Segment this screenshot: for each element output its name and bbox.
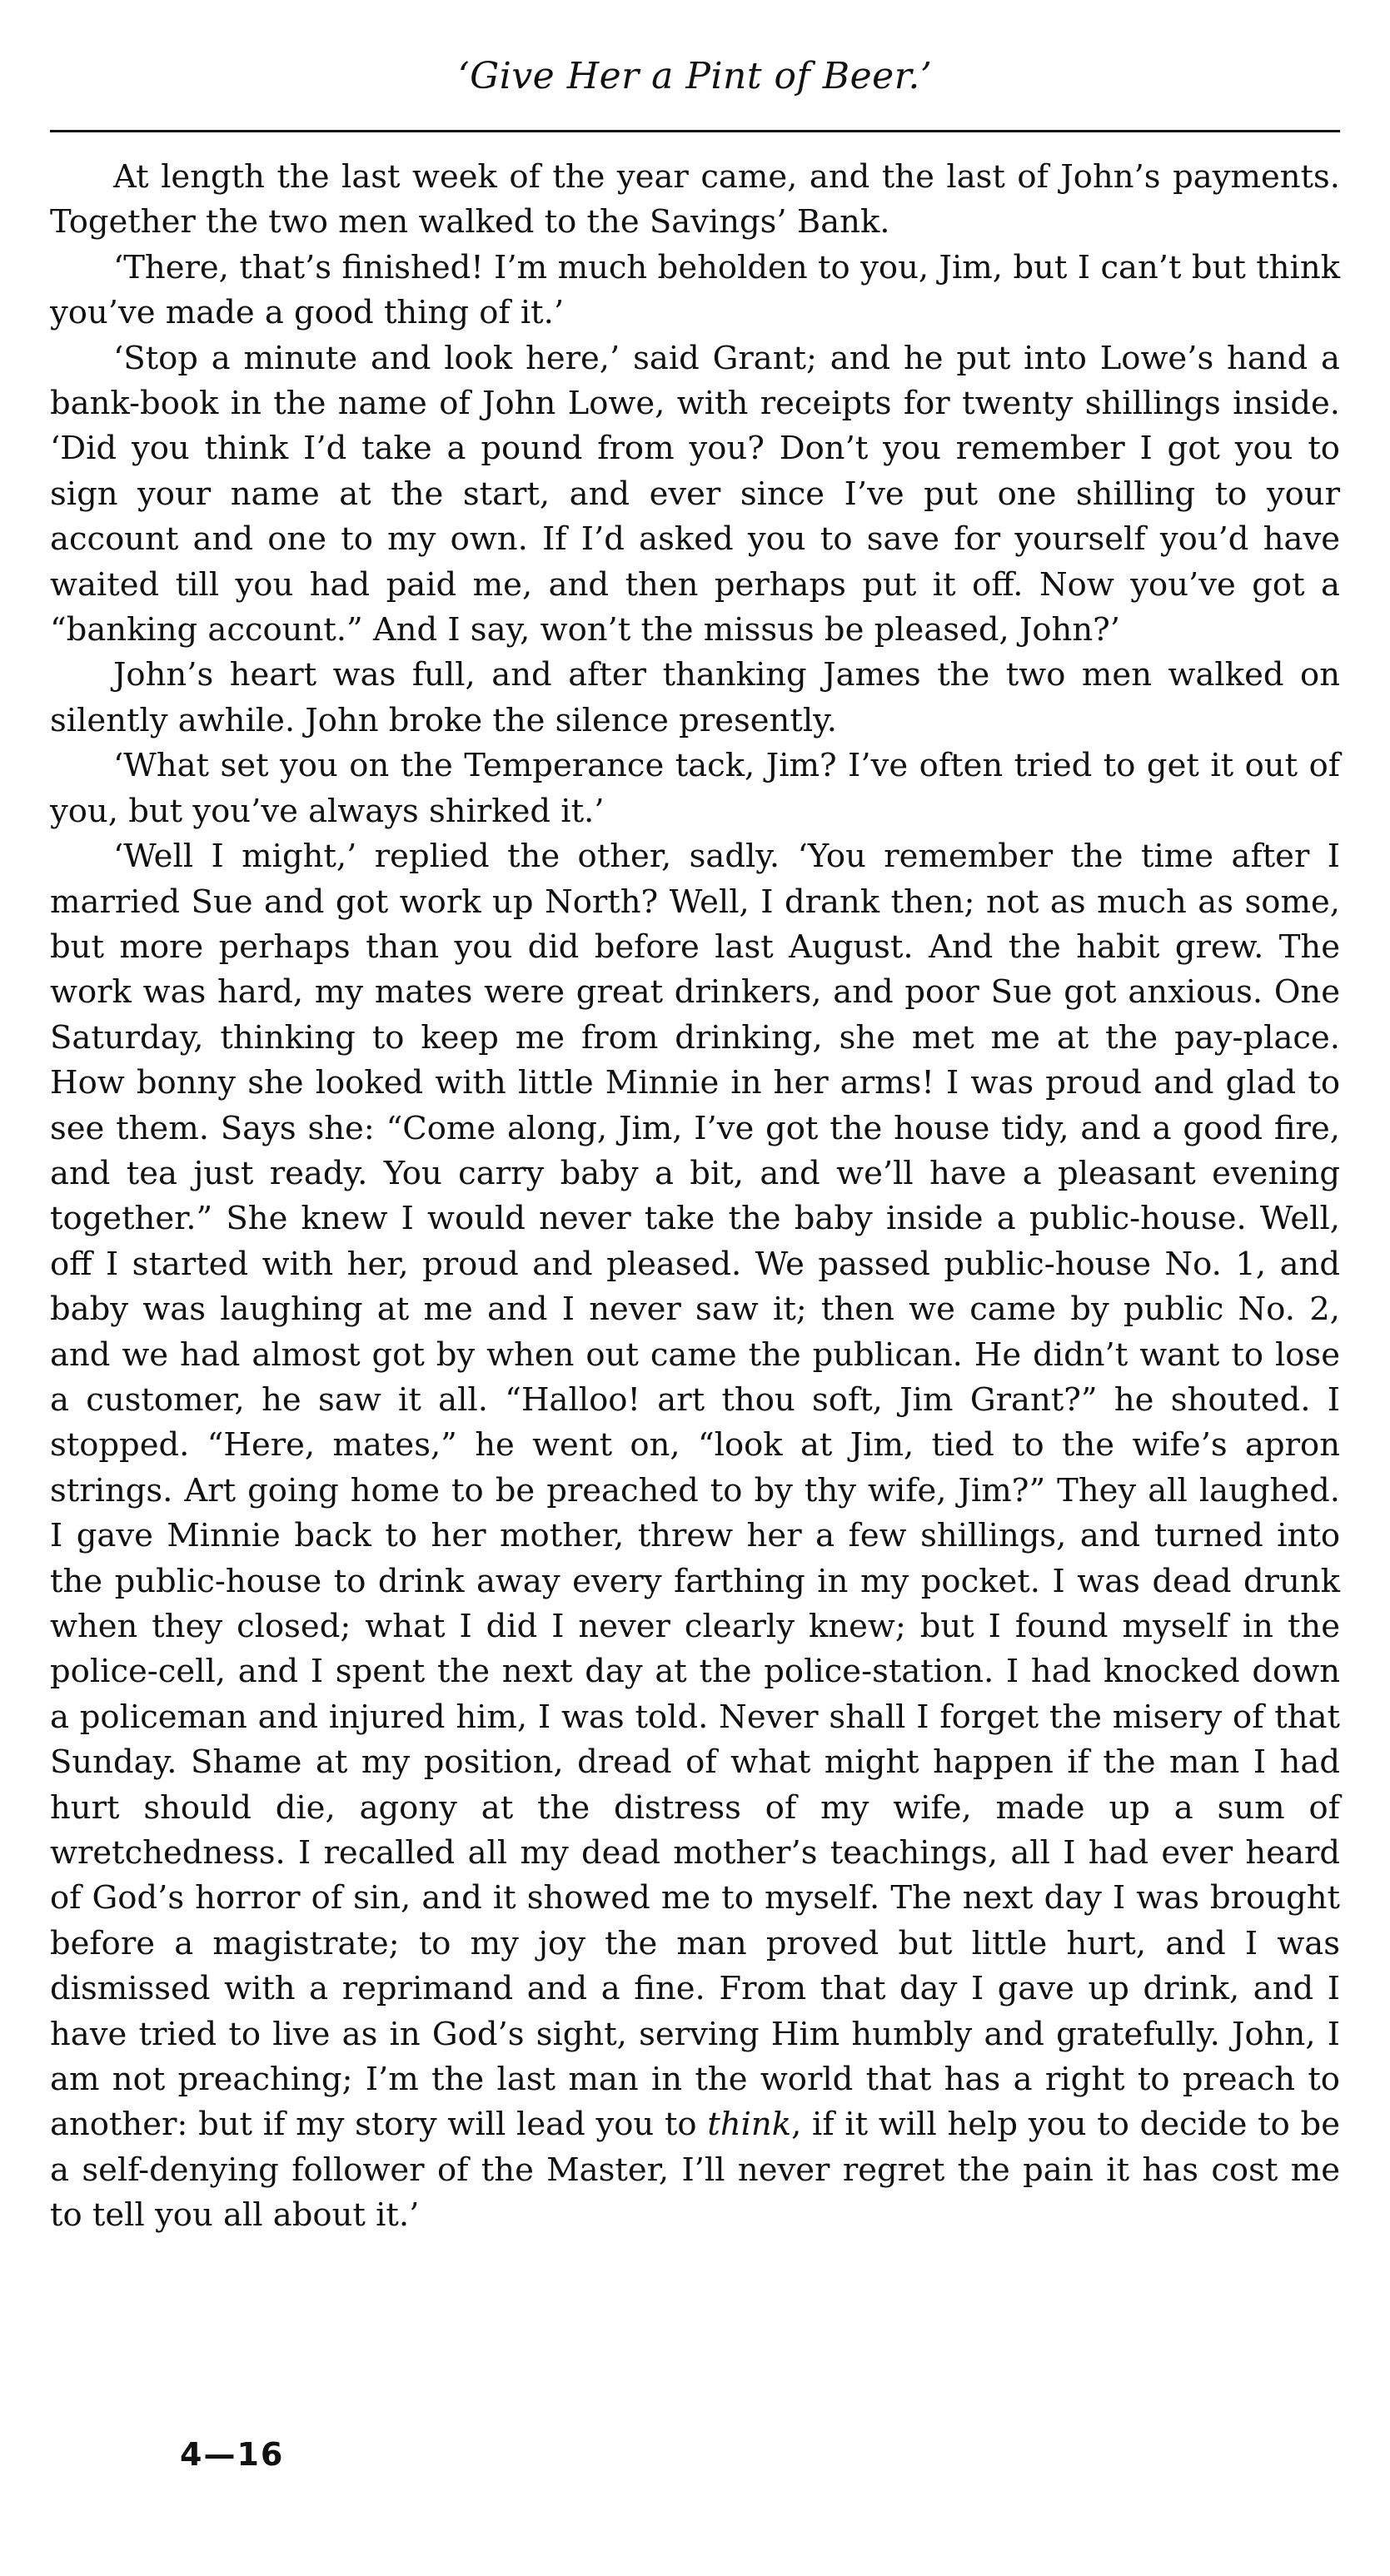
emphasized-word: think: [707, 2106, 792, 2144]
signature-mark: 4—16: [180, 2436, 285, 2473]
text-run: , if it will help you to decide to be a self-denying follower of the Master, I’ll never regret the pain it has cost me to tell you all about it.’: [50, 2106, 1340, 2235]
story-body: [50, 155, 1340, 2239]
paragraph: ‘What set you on the Temperance tack, Jim? I’ve often tried to get it out of you, but you’ve always shirked it.’: [50, 747, 1340, 830]
paragraph-grant-story: [50, 834, 1340, 2239]
paragraph: ‘There, that’s finished! I’m much beholden to you, Jim, but I can’t but think you’ve made a good thing of it.’: [50, 248, 1340, 332]
text-run: ‘Well I might,’ replied the other, sadly. ‘You remember the time after I married Sue and got work up North? Well, I drank then; not as much as some, but more perhaps than you did before last August. And the habit grew. The work was hard, my mates were great drinkers, and poor Sue got anxious. One Saturday, thinking to keep me from drinking, she met me at the pay-place. How bonny she looked with little Minnie in her arms! I was proud and glad to see them. Says she: “Come along, Jim, I’ve got the house tidy, and a good fire, and tea just ready. You carry baby a bit, and we’ll have a pleasant evening together.” She knew I would never take the baby inside a public-house. Well, off I started with her, proud and pleased. We passed public-house No. 1, and baby was laughing at me and I never saw it; then we came by public No. 2, and we had almost got by when out came the publican. He didn’t want to lose a customer, he saw it all. “Halloo! art thou soft, Jim Grant?” he shouted. I stopped. “Here, mates,” he went on, “look at Jim, tied to the wife’s apron strings. Art going home to be preached to by thy wife, Jim?” They all laughed. I gave Minnie back to her mother, threw her a few shillings, and turned into the public-house to drink away every farthing in my pocket. I was dead drunk when they closed; what I did I never clearly knew; but I found myself in the police-cell, and I spent the next day at the police-station. I had knocked down a policeman and injured him, I was told. Never shall I forget the misery of that Sunday. Shame at my position, dread of what might happen if the man I had hurt should die, agony at the distress of my wife, made up a sum of wretchedness. I recalled all my dead mother’s teachings, all I had ever heard of God’s horror of sin, and it showed me to myself. The next day I was brought before a magistrate; to my joy the man proved but little hurt, and I was dismissed with a reprimand and a fine. From that day I gave up drink, and I have tried to live as in God’s sight, serving Him humbly and gratefully. John, I am not preaching; I’m the last man in the world that has a right to preach to another: but if my story will lead you to: [50, 838, 1340, 2144]
document-page: [50, 0, 1340, 2576]
paragraph: John’s heart was full, and after thanking James the two men walked on silently awhile. John broke the silence presently.: [50, 656, 1340, 739]
header-rule: [50, 130, 1340, 132]
running-title: ‘Give Her a Pint of Beer.’: [457, 55, 933, 97]
paragraph: At length the last week of the year came, and the last of John’s payments. Together the two men walked to the Savings’ Bank.: [50, 158, 1340, 241]
paragraph: ‘Stop a minute and look here,’ said Grant; and he put into Lowe’s hand a bank-book in the name of John Lowe, with receipts for twenty shillings inside. ‘Did you think I’d take a pound from you? Don’t you remember I got you to sign your name at the start, and ever since I’ve put one shilling to your account and one to my own. If I’d asked you to save for yourself you’d have waited till you had paid me, and then perhaps put it off. Now you’ve got a “banking account.” And I say, won’t the missus be pleased, John?’: [50, 339, 1340, 649]
